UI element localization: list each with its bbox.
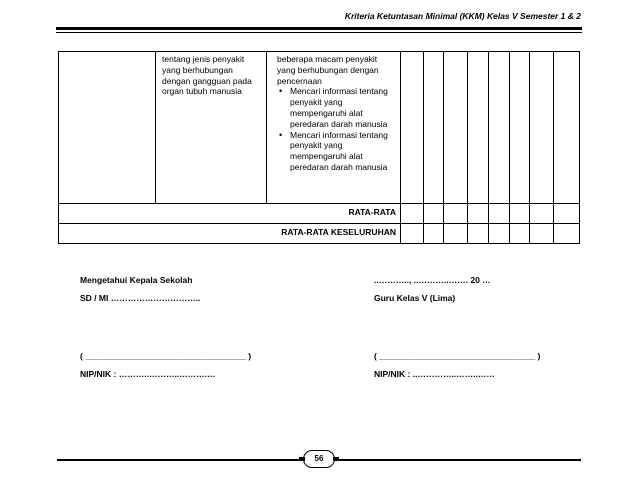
score-cell bbox=[424, 224, 444, 244]
table-row bbox=[59, 52, 580, 204]
score-cell bbox=[468, 52, 489, 204]
score-cell bbox=[401, 52, 424, 204]
principal-nip: NIP/NIK : ………..………..……….… bbox=[80, 369, 216, 379]
indicator-cell: tentang jenis penyakit yang berhubungan dengan gangguan pada organ tubuh manusia bbox=[156, 52, 267, 204]
page-number-badge: 56 bbox=[303, 450, 335, 468]
score-cell bbox=[489, 224, 510, 244]
average-label: RATA-RATA bbox=[59, 204, 401, 224]
activity-list bbox=[277, 86, 396, 172]
list-item: • Mencari informasi tentang penyakit yang mempengaruhi alat peredaran darah manusia bbox=[290, 130, 396, 173]
header-rule-thin bbox=[56, 32, 582, 33]
list-item: • Mencari informasi tentang penyakit yang mempengaruhi alat peredaran darah manusia bbox=[290, 86, 396, 129]
overall-average-label: RATA-RATA KESELURUHAN bbox=[59, 224, 401, 244]
school-name: SD / MI ………………………….. bbox=[80, 293, 201, 303]
score-cell bbox=[510, 204, 530, 224]
score-cell bbox=[444, 224, 468, 244]
score-cell bbox=[554, 204, 580, 224]
score-cell bbox=[530, 52, 554, 204]
score-cell bbox=[401, 224, 424, 244]
score-cell bbox=[489, 204, 510, 224]
teacher-title: Guru Kelas V (Lima) bbox=[374, 293, 456, 303]
header-rule-thick bbox=[56, 27, 582, 30]
kkm-table bbox=[58, 51, 580, 244]
score-cell bbox=[468, 224, 489, 244]
score-cell bbox=[468, 204, 489, 224]
score-cell bbox=[510, 52, 530, 204]
principal-name-line: ( __________________________________ ) bbox=[80, 351, 252, 361]
score-cell bbox=[554, 224, 580, 244]
score-cell bbox=[554, 52, 580, 204]
table-cell-empty bbox=[59, 52, 156, 204]
table-row-overall bbox=[59, 224, 580, 244]
activity-lead: beberapa macam penyakit yang berhubungan dengan pencernaan bbox=[277, 54, 379, 86]
score-cell bbox=[489, 52, 510, 204]
score-cell bbox=[510, 224, 530, 244]
score-cell bbox=[530, 204, 554, 224]
score-cell bbox=[424, 52, 444, 204]
score-cell bbox=[401, 204, 424, 224]
header-title: Kriteria Ketuntasan Minimal (KKM) Kelas V Semester 1 & 2 bbox=[344, 11, 581, 21]
teacher-name-line: ( _________________________________ ) bbox=[374, 351, 541, 361]
principal-title: Mengetahui Kepala Sekolah bbox=[80, 275, 193, 285]
score-cell bbox=[444, 204, 468, 224]
teacher-nip: NIP/NIK : ..…………..……..…… bbox=[374, 369, 495, 379]
score-cell bbox=[530, 224, 554, 244]
score-cell bbox=[444, 52, 468, 204]
table-row-average bbox=[59, 204, 580, 224]
activity-cell bbox=[267, 52, 401, 204]
score-cell bbox=[424, 204, 444, 224]
date-line: ..……….., ..………..……. 20 … bbox=[374, 275, 491, 285]
